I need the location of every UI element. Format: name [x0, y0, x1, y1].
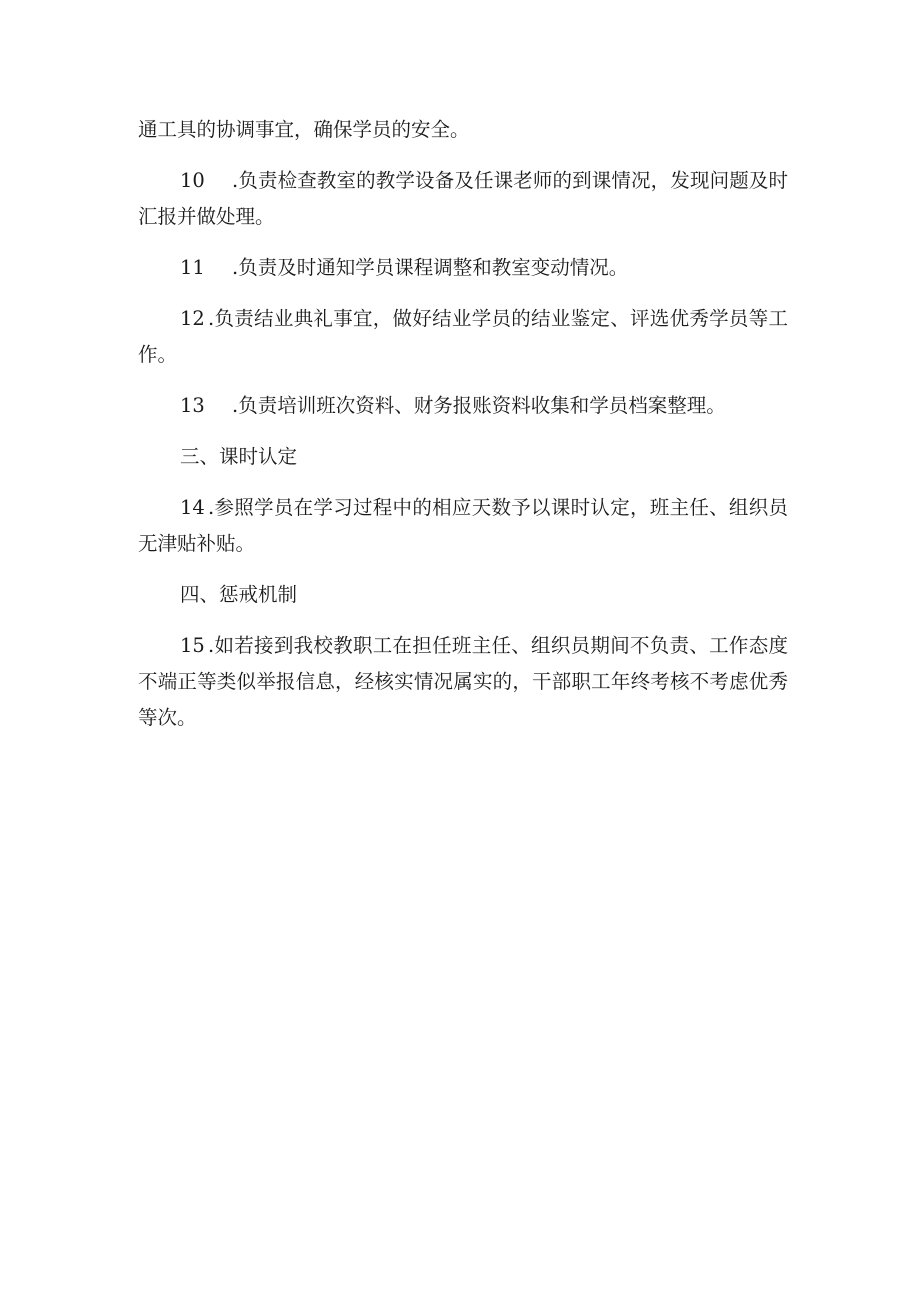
paragraph-text: .如若接到我校教职工在担任班主任、组织员期间不负责、工作态度不端正等类似举报信息，经核实情况属实的，干部职工年终考核不考虑优秀等次。: [138, 634, 788, 729]
paragraph-continuation: [138, 112, 788, 148]
paragraph-item-14: [138, 490, 788, 562]
paragraph-text: .负责及时通知学员课程调整和教室变动情况。: [232, 256, 629, 279]
item-number: 10: [180, 169, 205, 192]
item-number: 14: [180, 496, 205, 519]
document-body: [138, 112, 788, 751]
section-heading-class-hours: 三、课时认定: [180, 445, 298, 468]
item-number: 13: [180, 394, 205, 417]
item-number: 15: [180, 634, 205, 657]
paragraph-text: .负责结业典礼事宜，做好结业学员的结业鉴定、评选优秀学员等工作。: [138, 307, 788, 366]
paragraph-text: .负责培训班次资料、财务报账资料收集和学员档案整理。: [232, 394, 726, 417]
paragraph-text: 通工具的协调事宜，确保学员的安全。: [138, 118, 470, 141]
paragraph-item-13: [138, 388, 788, 424]
item-number: 11: [180, 256, 205, 279]
paragraph-item-12: [138, 301, 788, 373]
section-heading-discipline: 四、惩戒机制: [180, 583, 298, 606]
paragraph-item-11: [138, 250, 788, 286]
paragraph-item-10: [138, 163, 788, 235]
paragraph-text: .参照学员在学习过程中的相应天数予以课时认定，班主任、组织员无津贴补贴。: [138, 496, 788, 555]
item-number: 12: [180, 307, 205, 330]
paragraph-text: .负责检查教室的教学设备及任课老师的到课情况，发现问题及时汇报并做处理。: [138, 169, 788, 228]
paragraph-item-15: [138, 628, 788, 736]
